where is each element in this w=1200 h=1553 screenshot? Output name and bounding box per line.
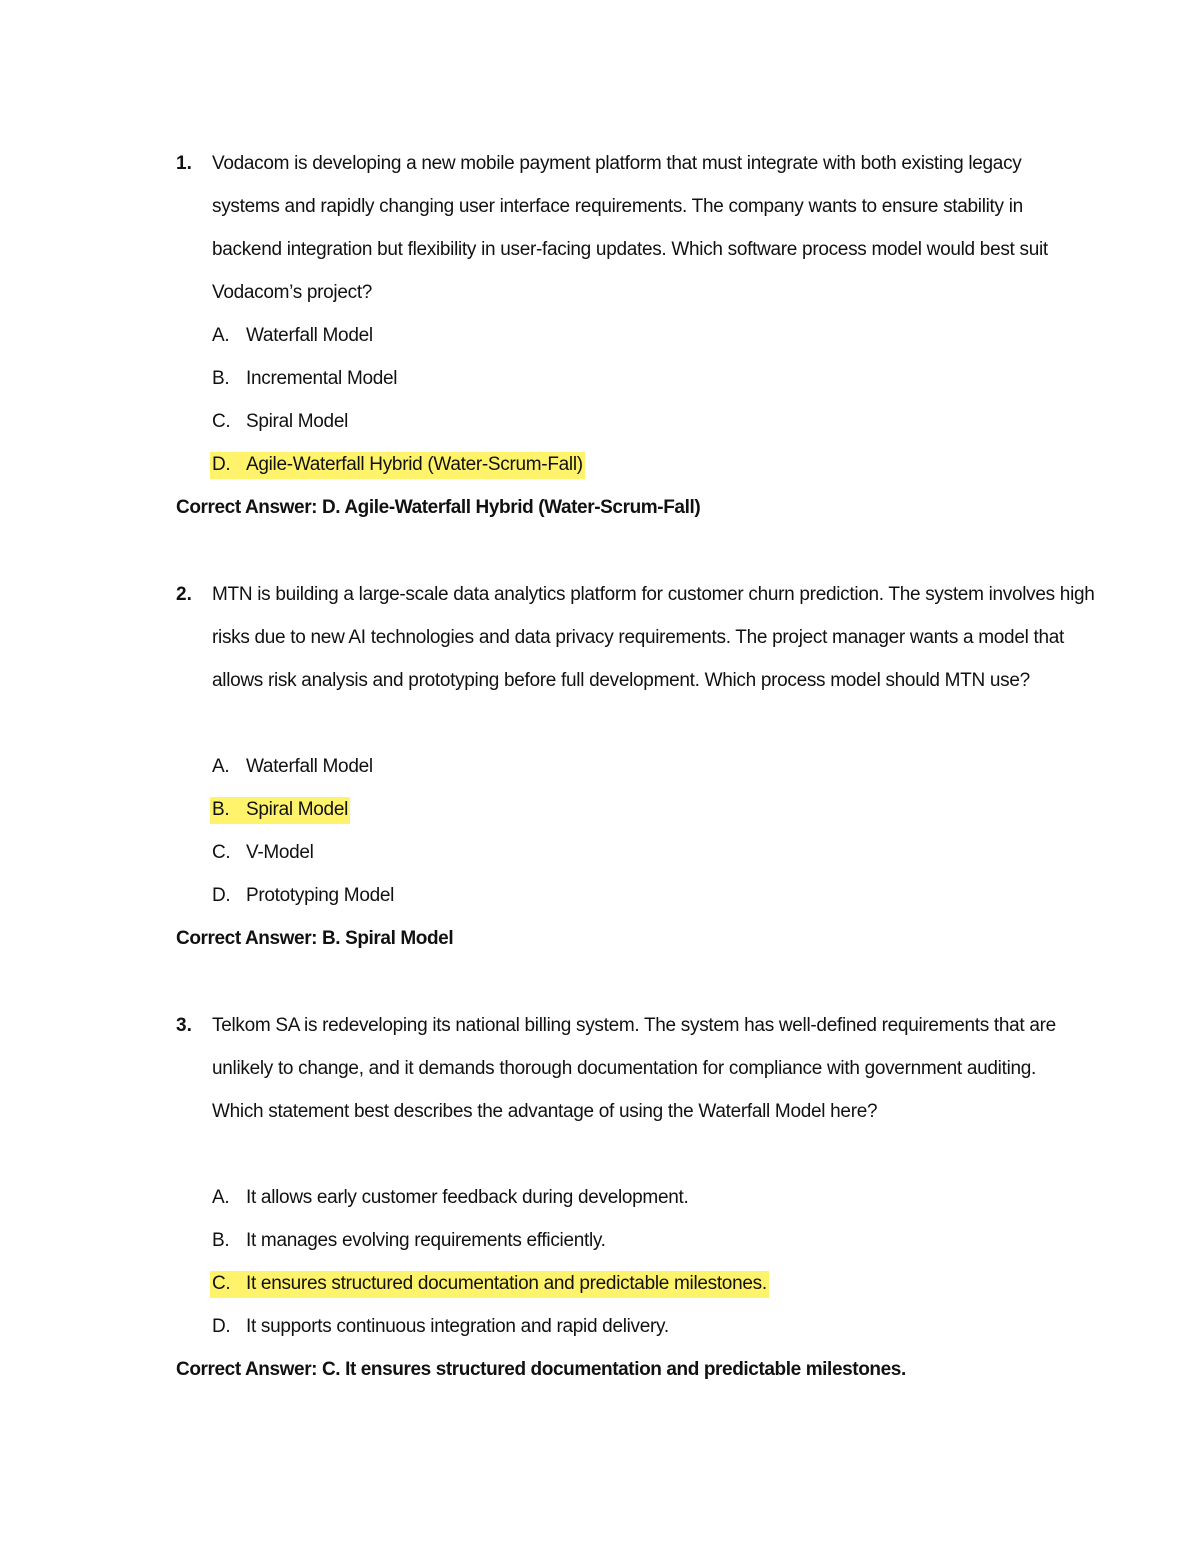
option-text: It manages evolving requirements efficiently. <box>246 1230 606 1251</box>
option-c <box>212 831 314 874</box>
option-d <box>212 1305 669 1348</box>
question-text-content: Telkom SA is redeveloping its national billing system. The system has well-defined requirements that are unlikely to change, and it demands thorough documentation for compliance with government auditing. Which statement best describes the advantage of using the Waterfall Model here? <box>212 1015 1056 1122</box>
option-b <box>212 1219 606 1262</box>
question-number: 1. <box>176 153 192 174</box>
question-number: 2. <box>176 584 192 605</box>
option-letter: B. <box>212 368 230 389</box>
question-text <box>212 142 1092 314</box>
highlight-marker <box>210 797 350 824</box>
option-c-highlighted <box>212 1262 769 1305</box>
option-letter: D. <box>212 885 231 906</box>
question-text <box>212 573 1097 702</box>
option-text: Spiral Model <box>246 799 349 820</box>
option-c <box>212 400 348 443</box>
option-a <box>212 1176 688 1219</box>
option-a <box>212 745 373 788</box>
option-b-highlighted <box>212 788 350 831</box>
option-letter: C. <box>212 1273 231 1294</box>
option-letter: C. <box>212 411 231 432</box>
option-text: Prototyping Model <box>246 885 395 906</box>
question-text <box>212 1004 1082 1133</box>
question-text-content: Vodacom is developing a new mobile payment platform that must integrate with both existing legacy systems and rapidly changing user interface requirements. The company wants to ensure stability in backend integration but flexibility in user-facing updates. Which software process model would best suit Vodacom’s project? <box>212 153 1048 303</box>
option-text: V-Model <box>246 842 314 863</box>
option-a <box>212 314 373 357</box>
option-text: Spiral Model <box>246 411 349 432</box>
option-letter: B. <box>212 1230 230 1251</box>
option-letter: A. <box>212 756 230 777</box>
highlight-marker <box>210 1271 769 1298</box>
question-text-content: MTN is building a large-scale data analytics platform for customer churn prediction. The system involves high risks due to new AI technologies and data privacy requirements. The project manager wants a model that allows risk analysis and prototyping before full development. Which process model should MTN use? <box>212 584 1095 691</box>
option-letter: C. <box>212 842 231 863</box>
question-number: 3. <box>176 1015 192 1036</box>
option-text: It supports continuous integration and rapid delivery. <box>246 1316 669 1337</box>
option-text: It allows early customer feedback during development. <box>246 1187 689 1208</box>
option-d <box>212 874 394 917</box>
correct-answer: Correct Answer: C. It ensures structured documentation and predictable milestones. <box>176 1359 906 1380</box>
option-letter: D. <box>212 1316 231 1337</box>
option-letter: B. <box>212 799 230 820</box>
highlight-marker <box>210 452 585 479</box>
option-letter: A. <box>212 325 230 346</box>
option-letter: A. <box>212 1187 230 1208</box>
option-text: It ensures structured documentation and predictable milestones. <box>246 1273 767 1294</box>
option-text: Incremental Model <box>246 368 398 389</box>
option-text: Agile-Waterfall Hybrid (Water-Scrum-Fall) <box>246 454 583 475</box>
option-b <box>212 357 397 400</box>
option-text: Waterfall Model <box>246 325 373 346</box>
option-d-highlighted <box>212 443 585 486</box>
option-letter: D. <box>212 454 231 475</box>
option-text: Waterfall Model <box>246 756 373 777</box>
correct-answer: Correct Answer: D. Agile-Waterfall Hybrid (Water-Scrum-Fall) <box>176 497 701 518</box>
correct-answer: Correct Answer: B. Spiral Model <box>176 928 454 949</box>
